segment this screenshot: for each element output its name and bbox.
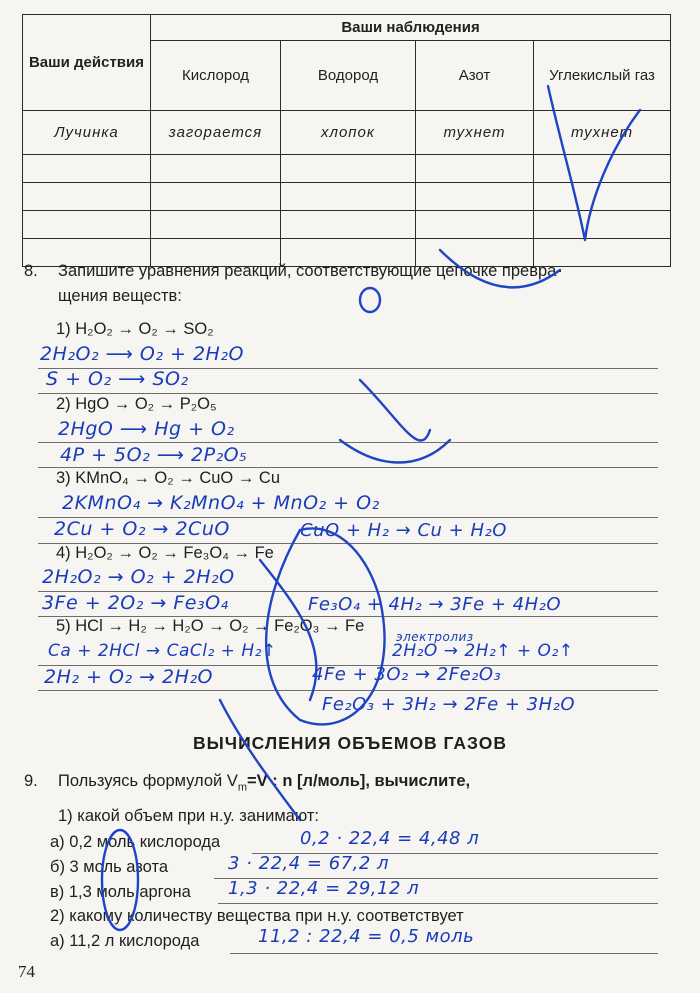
chain-3: 3) KMnO₄ → O₂ → CuO → Cu <box>56 469 281 487</box>
task9-d-answer: 11,2 : 22,4 = 0,5 моль <box>258 926 475 947</box>
task8-text-line1: Запишите уравнения реакций, соответствующие цепочке превра- <box>58 262 562 280</box>
chain-5: 5) HCl → H₂ → H₂O → O₂ → Fe₂O₃ → Fe <box>56 617 365 635</box>
task9-a: а) 0,2 моль кислорода <box>50 833 221 851</box>
answer-1b: S + O₂ ⟶ SO₂ <box>46 368 189 390</box>
answer-3c: CuO + H₂ → Cu + H₂O <box>300 520 507 541</box>
header-oxygen: Кислород <box>151 41 281 111</box>
task8-number: 8. <box>24 262 38 280</box>
task8-text-line2: щения веществ: <box>58 287 182 305</box>
section-heading: ВЫЧИСЛЕНИЯ ОБЪЕМОВ ГАЗОВ <box>193 733 507 753</box>
answer-3a: 2KMnO₄ → K₂MnO₄ + MnO₂ + O₂ <box>62 492 380 514</box>
answer-5a: Ca + 2HCl → CaCl₂ + H₂↑ <box>48 641 277 661</box>
answer-5d: 4Fe + 3O₂ → 2Fe₂O₃ <box>312 664 502 685</box>
answer-5e: Fe₂O₃ + 3H₂ → 2Fe + 3H₂O <box>322 694 576 715</box>
task9-c: в) 1,3 моль аргона <box>50 883 191 901</box>
header-observations: Ваши наблюдения <box>151 15 671 41</box>
observations-table <box>22 14 671 267</box>
task9-a-answer: 0,2 · 22,4 = 4,48 л <box>300 828 480 849</box>
page-number: 74 <box>18 962 35 981</box>
answer-4c: Fe₃O₄ + 4H₂ → 3Fe + 4H₂O <box>308 594 562 615</box>
answer-5b: 2H₂O → 2H₂↑ + O₂↑ <box>392 641 574 661</box>
task9-number: 9. <box>24 772 38 790</box>
answer-line <box>38 393 658 394</box>
answer-line <box>38 467 658 468</box>
answer-3b: 2Cu + O₂ → 2CuO <box>54 518 230 540</box>
answer-2a: 2HgO ⟶ Hg + O₂ <box>58 418 235 440</box>
answer-4b: 3Fe + 2O₂ → Fe₃O₄ <box>42 592 229 614</box>
hw-cell-oxygen: загорается <box>151 111 281 155</box>
table-row-empty <box>23 183 151 211</box>
task9-q1: 1) какой объем при н.у. занимают: <box>58 807 320 825</box>
task9-d: а) 11,2 л кислорода <box>50 932 200 950</box>
hw-cell-action: Лучинка <box>23 111 151 155</box>
hw-cell-co2: тухнет <box>534 111 671 155</box>
answer-2b: 4P + 5O₂ ⟶ 2P₂O₅ <box>60 444 248 466</box>
task9-b: б) 3 моль азота <box>50 858 168 876</box>
answer-1a: 2H₂O₂ ⟶ O₂ + 2H₂O <box>40 343 244 365</box>
answer-line <box>230 953 658 954</box>
answer-5c: 2H₂ + O₂ → 2H₂O <box>44 666 214 688</box>
task9-c-answer: 1,3 · 22,4 = 29,12 л <box>228 878 420 899</box>
answer-line <box>38 690 658 691</box>
task9-b-answer: 3 · 22,4 = 67,2 л <box>228 853 390 874</box>
task9-q2: 2) какому количеству вещества при н.у. соответствует <box>50 907 464 925</box>
task9-intro: Пользуясь формулой $V_m=V$ : n [л/моль], вычислите, <box>58 772 471 794</box>
annotation-electrolysis: электролиз <box>396 630 474 644</box>
chain-4: 4) H₂O₂ → O₂ → Fe₃O₄ → Fe <box>56 544 274 562</box>
chain-2: 2) HgO → O₂ → P₂O₅ <box>56 395 217 413</box>
answer-line <box>218 903 658 904</box>
chain-1: 1) H₂O₂ → O₂ → SO₂ <box>56 320 214 338</box>
answer-4a: 2H₂O₂ → O₂ + 2H₂O <box>42 566 235 588</box>
hw-cell-hydrogen: хлопок <box>281 111 416 155</box>
hw-cell-nitrogen: тухнет <box>416 111 534 155</box>
header-nitrogen: Азот <box>416 41 534 111</box>
answer-line <box>38 442 658 443</box>
header-hydrogen: Водород <box>281 41 416 111</box>
header-co2: Углекислый газ <box>534 41 671 111</box>
table-row-empty <box>23 155 151 183</box>
table-row-empty <box>23 211 151 239</box>
header-actions: Ваши действия <box>23 15 151 111</box>
